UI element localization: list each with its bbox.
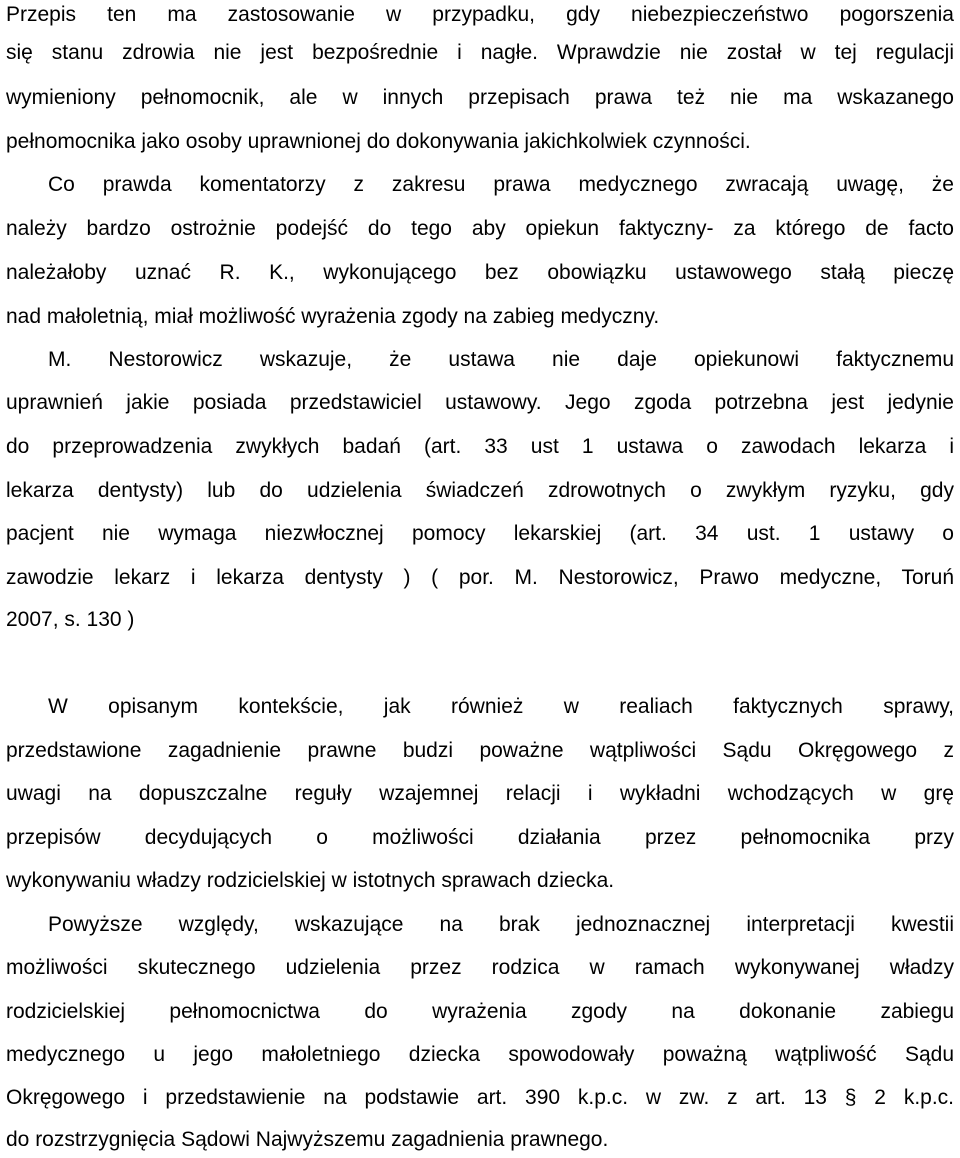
text-line: nad małoletnią, miał możliwość wyrażenia zgody na zabieg medyczny. (6, 305, 660, 328)
text-line: W opisanym kontekście, jak również w realiach faktycznych sprawy, (48, 695, 954, 718)
text-line: 2007, s. 130 ) (6, 608, 135, 631)
text-line: Powyższe względy, wskazujące na brak jednoznacznej interpretacji kwestii (48, 913, 954, 936)
text-line: pełnomocnika jako osoby uprawnionej do dokonywania jakichkolwiek czynności. (6, 130, 751, 153)
text-line: do rozstrzygnięcia Sądowi Najwyższemu zagadnienia prawnego. (6, 1128, 609, 1151)
text-line: należałoby uznać R. K., wykonującego bez obowiązku ustawowego stałą pieczę (6, 261, 954, 284)
text-line: należy bardzo ostrożnie podejść do tego aby opiekun faktyczny- za którego de facto (6, 217, 954, 240)
text-line: się stanu zdrowia nie jest bezpośrednie i nagłe. Wprawdzie nie został w tej regulacji (6, 41, 954, 64)
text-line: do przeprowadzenia zwykłych badań (art. 33 ust 1 ustawa o zawodach lekarza i (6, 435, 954, 458)
text-line: wymieniony pełnomocnik, ale w innych przepisach prawa też nie ma wskazanego (6, 86, 954, 109)
text-line: pacjent nie wymaga niezwłocznej pomocy lekarskiej (art. 34 ust. 1 ustawy o (6, 522, 954, 545)
text-line: rodzicielskiej pełnomocnictwa do wyrażenia zgody na dokonanie zabiegu (6, 1000, 954, 1023)
text-line: Przepis ten ma zastosowanie w przypadku, gdy niebezpieczeństwo pogorszenia (6, 3, 954, 26)
text-line: uwagi na dopuszczalne reguły wzajemnej relacji i wykładni wchodzących w grę (6, 782, 954, 805)
text-line: lekarza dentysty) lub do udzielenia świadczeń zdrowotnych o zwykłym ryzyku, gdy (6, 479, 954, 502)
text-line: Co prawda komentatorzy z zakresu prawa medycznego zwracają uwagę, że (48, 173, 954, 196)
text-line: M. Nestorowicz wskazuje, że ustawa nie daje opiekunowi faktycznemu (48, 348, 954, 371)
text-line: przepisów decydujących o możliwości działania przez pełnomocnika przy (6, 826, 954, 849)
text-line: medycznego u jego małoletniego dziecka spowodowały poważną wątpliwość Sądu (6, 1043, 954, 1066)
text-line: uprawnień jakie posiada przedstawiciel ustawowy. Jego zgoda potrzebna jest jedynie (6, 391, 954, 414)
text-line: zawodzie lekarz i lekarza dentysty ) ( por. M. Nestorowicz, Prawo medyczne, Toruń (6, 566, 954, 589)
text-line: wykonywaniu władzy rodzicielskiej w istotnych sprawach dziecka. (6, 869, 615, 892)
text-line: Okręgowego i przedstawienie na podstawie art. 390 k.p.c. w zw. z art. 13 § 2 k.p.c. (6, 1086, 954, 1109)
text-line: możliwości skutecznego udzielenia przez rodzica w ramach wykonywanej władzy (6, 956, 954, 979)
text-line: przedstawione zagadnienie prawne budzi poważne wątpliwości Sądu Okręgowego z (6, 739, 954, 762)
